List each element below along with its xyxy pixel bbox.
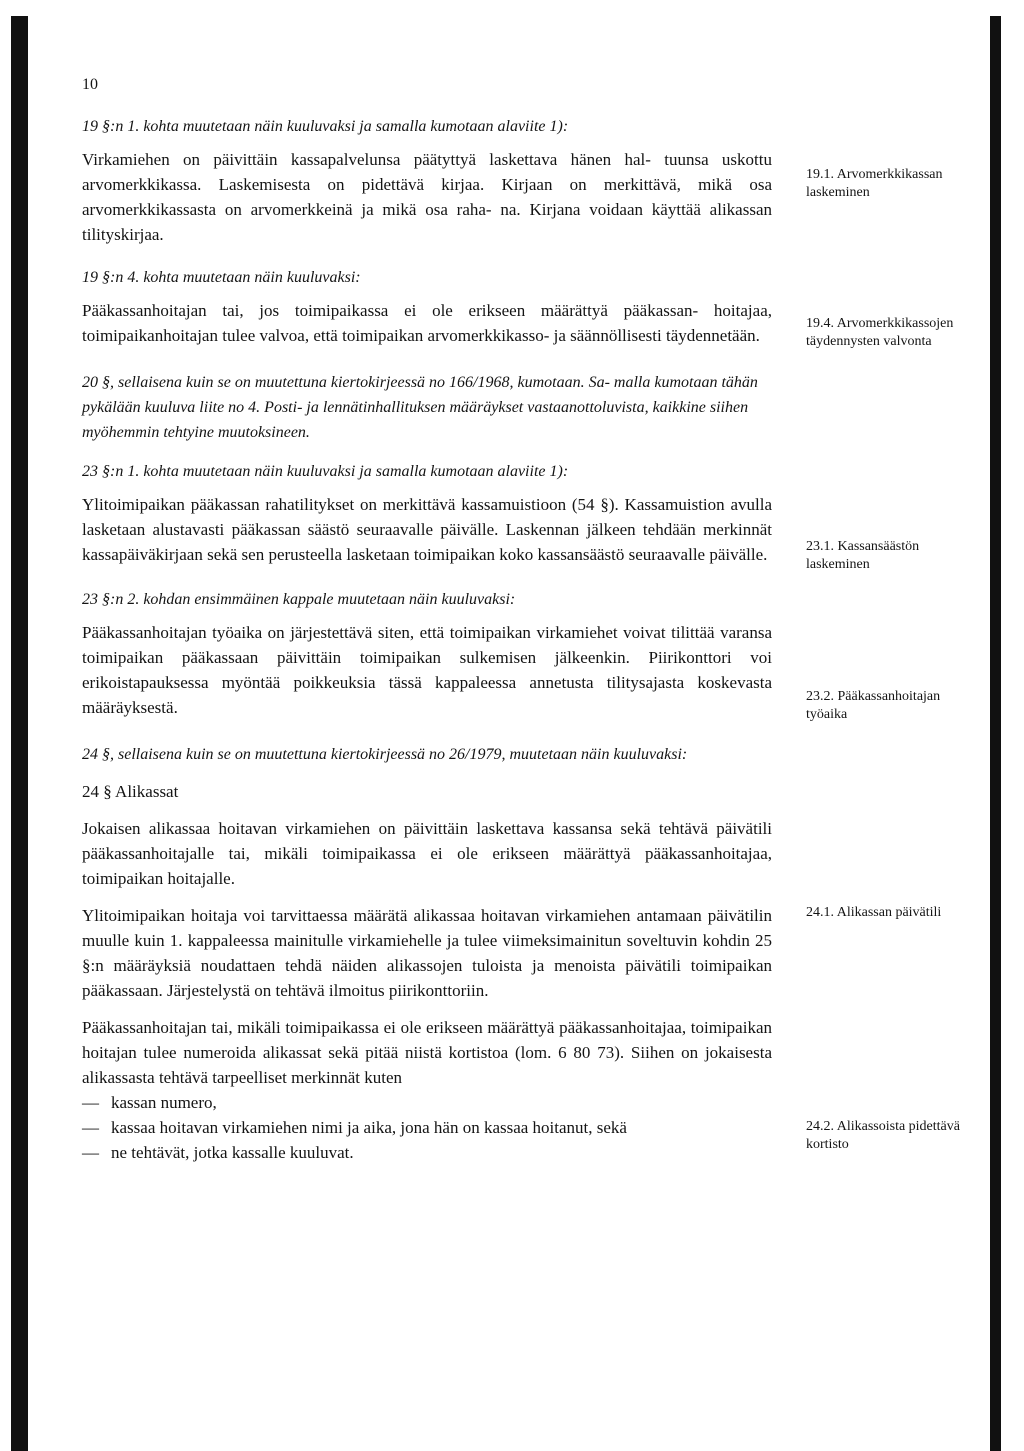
amendment-heading-24: 24 §, sellaisena kuin se on muutettuna kiertokirjeessä no 26/1979, muutetaan näin kuuluvaksi:	[82, 746, 688, 763]
list-item-text: kassaa hoitavan virkamiehen nimi ja aika, jona hän on kassaa hoitanut, sekä	[111, 1118, 627, 1137]
page-number: 10	[82, 76, 98, 93]
dash-bullet: —	[82, 1093, 99, 1112]
margin-note-24-1: 24.1. Alikassan päivätili	[806, 905, 942, 920]
dash-bullet: —	[82, 1118, 99, 1137]
list-item-text: kassan numero,	[111, 1093, 217, 1112]
left-scan-edge	[11, 16, 28, 1451]
margin-note-23-1: 23.1. Kassansäästön laskeminen	[806, 539, 920, 572]
amendment-heading-19-4: 19 §:n 4. kohta muutetaan näin kuuluvaksi:	[82, 269, 361, 286]
paragraph-19-1: Virkamiehen on päivittäin kassapalvelunsa päätyttyä laskettava hänen hal- tuunsa uskottu arvomerkkikassa. Laskemisesta on pidettävä kirjaa. Kirjaan on merkittävä, mikä osa arvomerkkikassasta on arvomerkkeinä ja mikä osa raha- na. Kirjana voidaan käyttää alikassan tilityskirjaa.	[82, 150, 772, 244]
paragraph-19-4: Pääkassanhoitajan tai, jos toimipaikassa ei ole erikseen määrättyä pääkassan- hoitajaa, toimipaikanhoitajan tulee valvoa, että toimipaikan arvomerkkikasso- ja säännöllisesti täydennetään.	[82, 301, 772, 345]
list-item	[82, 1115, 772, 1140]
paragraph-24-2: Pääkassanhoitajan tai, mikäli toimipaikassa ei ole erikseen määrättyä pääkassanhoitajaa, toimipaikan hoitajan tulee numeroida alikassat sekä pitää niistä kortistoa (lom. 6 80 73). Siihen on jokaisesta alikassasta tehtävä tarpeelliset merkinnät kuten	[82, 1018, 772, 1087]
margin-note-19-1: 19.1. Arvomerkkikassan laskeminen	[806, 167, 943, 200]
paragraph-24-1: Jokaisen alikassaa hoitavan virkamiehen on päivittäin laskettava kassansa sekä tehtävä päivätili pääkassanhoitajalle tai, mikäli toimipaikassa ei ole erikseen määrättyä pääkassanhoitajaa, toimipaikan hoitajalle.	[82, 819, 772, 888]
paragraph-23-2: Pääkassanhoitajan työaika on järjestettävä siten, että toimipaikan virkamiehet voivat tilittää varansa toimipaikan pääkassaan päivittäin toimipaikan sulkemisen jälkeenkin. Piirikonttori voi erikoistapauksessa myöntää poikkeuksia tässä kappaleessa annetusta tilitysajasta koskevasta määräyksestä.	[82, 623, 772, 717]
paragraph-24-1b: Ylitoimipaikan hoitaja voi tarvittaessa määrätä alikassaa hoitavan virkamiehen antamaan päivätilin muulle kuin 1. kappaleessa mainitulle virkamiehelle ja tulee viimeksimainitun soveltuvin kohdin 25 §:n määräyksiä noudattaen tehdä näiden alikassojen tuloista ja menoista päivätili toimipaikan pääkassaan. Järjestelystä on tehtävä ilmoitus piirikonttoriin.	[82, 906, 772, 1000]
list-item	[82, 1140, 772, 1165]
paragraph-23-1: Ylitoimipaikan pääkassan rahatilitykset on merkittävä kassamuistioon (54 §). Kassamuistion avulla lasketaan alustavasti pääkassan säästö seuraavalle päivälle. Laskennan jälkeen tehdään merkinnät kassapäiväkirjaan sekä sen perusteella lasketaan toimipaikan koko kassansäästö seuraavalle päivälle.	[82, 495, 772, 564]
amendment-heading-23-1: 23 §:n 1. kohta muutetaan näin kuuluvaksi ja samalla kumotaan alaviite 1):	[82, 463, 569, 480]
margin-note-24-2: 24.2. Alikassoista pidettävä kortisto	[806, 1119, 960, 1152]
margin-note-23-2: 23.2. Pääkassanhoitajan työaika	[806, 689, 941, 722]
dash-bullet: —	[82, 1143, 99, 1162]
list-item-text: ne tehtävät, jotka kassalle kuuluvat.	[111, 1143, 354, 1162]
main-text-column	[82, 114, 772, 1165]
amendment-heading-19-1: 19 §:n 1. kohta muutetaan näin kuuluvaksi ja samalla kumotaan alaviite 1):	[82, 118, 569, 135]
section-title-24: 24 § Alikassat	[82, 782, 179, 801]
margin-note-19-4: 19.4. Arvomerkkikassojen täydennysten valvonta	[806, 316, 954, 349]
list-item	[82, 1090, 772, 1115]
right-scan-edge	[990, 16, 1001, 1451]
amendment-heading-23-2: 23 §:n 2. kohdan ensimmäinen kappale muutetaan näin kuuluvaksi:	[82, 591, 516, 608]
amendment-heading-20: 20 §, sellaisena kuin se on muutettuna kiertokirjeessä no 166/1968, kumotaan. Sa- malla kumotaan tähän pykälään kuuluva liite no 4. Posti- ja lennätinhallituksen määräykset vastaanottoluvista, kaikkine siihen myöhemmin tehtyine muutoksineen.	[82, 374, 758, 441]
